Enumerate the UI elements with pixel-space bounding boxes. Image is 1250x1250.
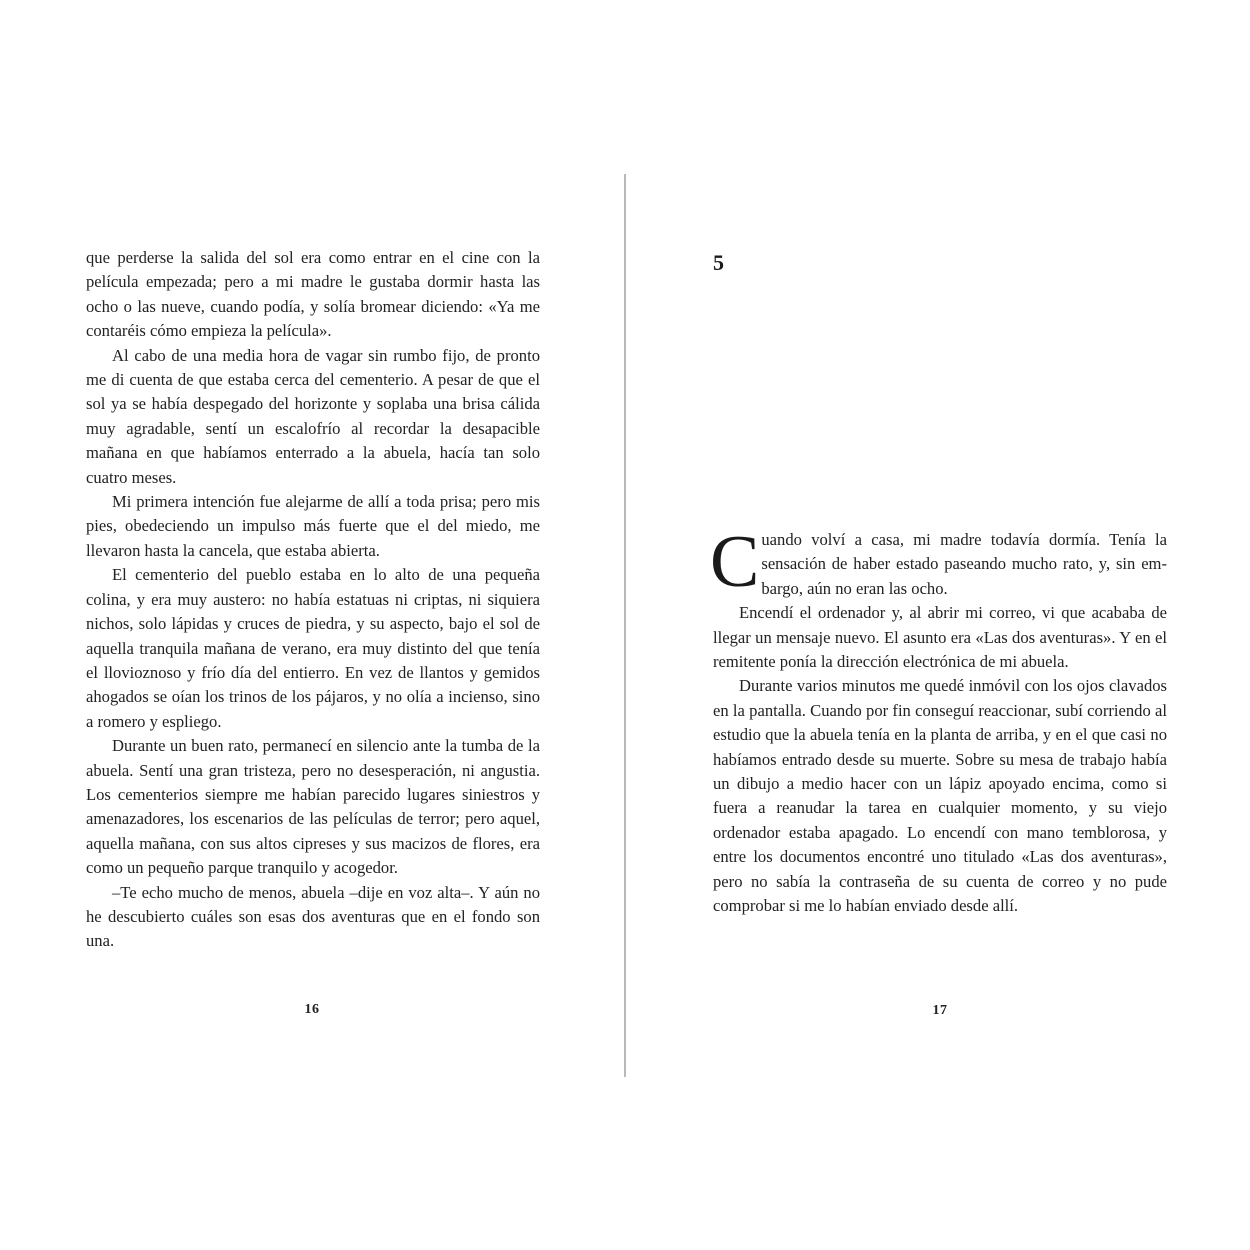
left-paragraph-6: –Te echo mucho de menos, abuela –dije en voz alta–. Y aún no he descubierto cuáles son esas dos aventuras que en el fondo son una. <box>86 882 540 951</box>
right-paragraph-3: Durante varios minutos me quedé inmóvil con los ojos clavados en la pantalla. Cuando por fin conseguí reaccionar, subí corriendo al estudio que la abuela tenía en la planta de arriba, y en el que casi no habíamos entrado desde su muerte. Sobre su mesa de trabajo había un dibujo a medio hacer con un lápiz apoyado encima, como si fuera a reanudar la tarea en cualquier momento, y su viejo ordenador estaba apagado. Lo encendí con mano temblorosa, y entre los documentos encontré uno titulado «Las dos aventuras», pero no sabía la contraseña de su cuenta de correo y no pude comprobar si me lo habían enviado desde allí. <box>713 676 1167 916</box>
left-paragraph-4: El cementerio del pueblo estaba en lo alto de una pequeña colina, y era muy austero: no había estatuas ni criptas, ni siquiera nichos, solo lápidas y cruces de piedra, y su aspecto, bajo el sol de aquella tranquila mañana de verano, era muy distinto del que tenía el llovioznoso y frío día del entierro. En vez de llantos y gemidos ahogados se oían los trinos de los pájaros, y no olía a incienso, sino a romero y espliego. <box>86 565 540 731</box>
gutter-divider <box>624 174 626 1077</box>
right-page-body <box>710 521 1167 919</box>
right-paragraph-1-text: uando volví a casa, mi madre todavía dormía. Tenía la sensación de haber estado paseando mucho rato, y, sin embargo, aún no eran las ocho. <box>761 530 1167 598</box>
right-paragraph-2: Encendí el ordenador y, al abrir mi correo, vi que acababa de llegar un mensaje nuevo. El asunto era «Las dos aventuras». Y en el remitente ponía la dirección electrónica de mi abuela. <box>713 603 1167 672</box>
left-paragraph-1: que perderse la salida del sol era como entrar en el cine con la película empezada; pero a mi madre le gustaba dormir hasta las ocho o las nueve, cuando podía, y solía bromear diciendo: «Ya me contaréis cómo empieza la película». <box>86 248 540 341</box>
left-page-body <box>86 246 540 954</box>
drop-cap: C <box>710 521 760 603</box>
left-paragraph-2: Al cabo de una media hora de vagar sin rumbo fijo, de pronto me di cuenta de que estaba cerca del cementerio. A pesar de que el sol ya se había despegado del horizonte y soplaba una brisa cálida muy agradable, sentí un escalofrío al recordar la desapacible mañana en que habíamos enterrado a la abuela, hacía tan solo cuatro meses. <box>86 345 540 487</box>
page-number-right: 17 <box>932 1003 948 1018</box>
right-paragraph-1 <box>710 521 1167 603</box>
chapter-number: 5 <box>713 250 724 275</box>
page-number-left: 16 <box>304 1002 320 1017</box>
left-paragraph-5: Durante un buen rato, permanecí en silencio ante la tumba de la abuela. Sentí una gran tristeza, pero no desesperación, ni angustia. Los cementerios siempre me habían parecido lugares siniestros y amenazadores, los escenarios de las películas de terror; pero aquel, aquella mañana, con sus altos cipreses y sus macizos de flores, era como un pequeño parque tranquilo y acogedor. <box>86 736 540 878</box>
left-paragraph-3: Mi primera intención fue alejarme de allí a toda prisa; pero mis pies, obedeciendo un impulso más fuerte que el del miedo, me llevaron hasta la cancela, que estaba abierta. <box>86 492 540 560</box>
